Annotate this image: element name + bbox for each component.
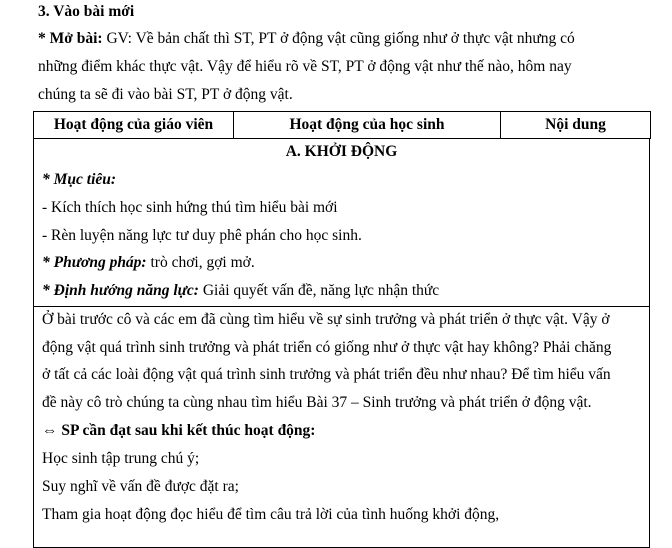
phuong-phap-value: trò chơi, gợi mở.	[146, 254, 255, 271]
nang-luc-value: Giải quyết vấn đề, năng lực nhận thức	[198, 282, 440, 299]
intro-line-1	[38, 29, 575, 49]
intro-line-3: chúng ta sẽ đi vào bài ST, PT ở động vật.	[38, 86, 293, 103]
sp-item: Tham gia hoạt động đọc hiểu để tìm câu trả lời của tình huống khởi động,	[42, 506, 500, 523]
section-title: 3. Vào bài mới	[38, 3, 135, 20]
nang-luc-label: * Định hướng năng lực:	[42, 282, 199, 299]
muc-tieu-item: - Rèn luyện năng lực tư duy phê phán cho học sinh.	[42, 227, 362, 244]
khoi-dong-heading: A. KHỞI ĐỘNG	[285, 143, 398, 160]
sp-item: Học sinh tập trung chú ý;	[42, 450, 200, 467]
phuong-phap-label: * Phương pháp:	[42, 254, 147, 271]
header-teacher-activity: Hoạt động của giáo viên	[34, 112, 234, 139]
sp-heading: ⇔ SP cần đạt sau khi kết thúc hoạt động:	[42, 422, 316, 439]
activity-paragraph-line: ở tất cả các loài động vật quá trình sinh trưởng và phát triển đều như nhau? Để tìm hiểu vấn	[42, 366, 611, 383]
activity-section	[33, 306, 650, 548]
activity-paragraph-line: động vật quá trình sinh trưởng và phát triển có giống như ở thực vật hay không? Phải chăng	[42, 339, 612, 356]
muc-tieu-item: - Kích thích học sinh hứng thú tìm hiểu bài mới	[42, 199, 338, 216]
lesson-table-header	[33, 111, 651, 139]
intro-text-1: GV: Về bản chất thì ST, PT ở động vật cũng giống như ở thực vật nhưng có	[102, 30, 575, 47]
sp-item: Suy nghĩ về vấn đề được đặt ra;	[42, 478, 239, 495]
activity-paragraph-line: Ở bài trước cô và các em đã cùng tìm hiểu về sự sinh trưởng và phát triển ở thực vật. Vậy ở	[42, 311, 610, 328]
khoi-dong-section	[33, 138, 650, 307]
intro-label: * Mở bài:	[38, 30, 103, 47]
nang-luc-line	[42, 281, 439, 301]
header-content: Nội dung	[501, 112, 651, 139]
header-student-activity: Hoạt động của học sinh	[234, 112, 501, 139]
muc-tieu-label: * Mục tiêu:	[42, 171, 117, 188]
phuong-phap-line	[42, 253, 255, 273]
intro-line-2: những điểm khác thực vật. Vậy để hiểu rõ về ST, PT ở động vật như thế nào, hôm nay	[38, 58, 572, 75]
activity-paragraph-line: đề này cô trò chúng ta cùng nhau tìm hiểu Bài 37 – Sinh trưởng và phát triển ở động vật.	[42, 394, 592, 411]
